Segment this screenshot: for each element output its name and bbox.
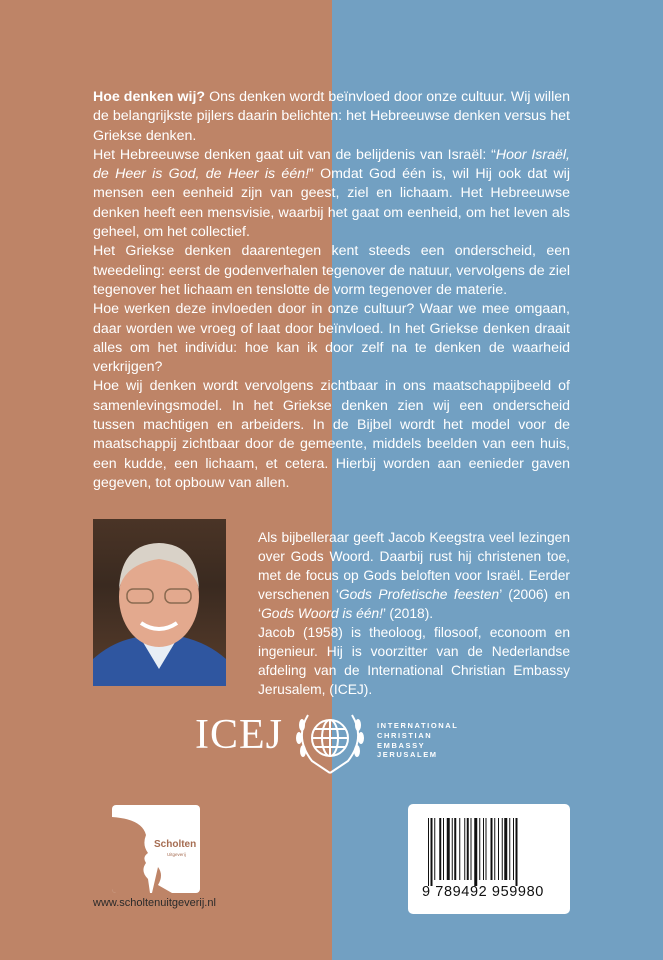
barcode-bar	[471, 818, 472, 880]
bio-paragraph-1	[258, 528, 570, 623]
barcode-bar	[431, 818, 433, 886]
icej-acronym: ICEJ	[195, 712, 283, 758]
bio-text: Als bijbelleraar geeft Jacob Keegstra veel lezingen over Gods Woord. Daarbij rust hij christenen toe, met de focus op Gods beloften voor Israël. Eerder verschenen ‘	[258, 530, 570, 602]
paragraph-5: Hoe wij denken wordt vervolgens zichtbaar in ons maatschappijbeeld of samenlevingsmodel. In het Griekse denken zien wij een onderscheid tussen machtigen en arbeiders. In de Bijbel wordt het model voor de maatschappij zichtbaar door de gemeente, middels beelden van een huis, een kudde, een lichaam, et cetera. Hierbij worden aan eenieder gaven gegeven, tot opbouw van allen.	[93, 378, 570, 491]
paragraph-text: Ons denken wordt beïnvloed door onze cultuur. Wij willen de belangrijkste pijlers daarin belichten: het Hebreeuwse denken versus het Griekse denken.	[93, 89, 570, 144]
publisher-subtitle: Uitgeverij	[167, 852, 186, 857]
barcode-bar	[504, 818, 507, 880]
barcode-bar	[439, 818, 441, 880]
barcode-bar	[513, 818, 514, 880]
paragraph-4: Hoe werken deze invloeden door in onze cultuur? Waar we mee omgaan, daar worden we vroeg of laat door beïnvloed. In het Griekse denken draait alles om het individu: hoe kan ik door zelf na te denken de waarheid verkrijgen?	[93, 301, 570, 376]
paragraph-2	[93, 146, 570, 242]
barcode-bar	[452, 818, 453, 880]
isbn-barcode	[408, 804, 570, 914]
paragraph-1	[93, 88, 570, 146]
blurb-heading: Hoe denken wij?	[93, 89, 206, 105]
barcode-bar	[498, 818, 499, 880]
book-title: Gods Profetische feesten	[338, 587, 500, 602]
isbn-number: 9 789492 959980	[422, 884, 544, 900]
barcode-bar	[434, 818, 435, 880]
barcode-bar	[479, 818, 480, 880]
globe-wreath-icon	[290, 705, 370, 775]
bio-text: ’ (2018).	[383, 606, 434, 621]
author-photo	[93, 519, 226, 686]
barcode-bar	[491, 818, 493, 880]
barcode-bar	[464, 818, 465, 880]
barcode-bar	[474, 818, 477, 886]
bio-text: ’ (2006) en ‘	[258, 587, 570, 621]
paragraph-3: Het Griekse denken daarentegen kent steeds een onderscheid, een tweedeling: eerst de godenverhalen tegenover de natuur, vervolgens de ziel tegenover het lichaam en tenslotte de vorm tegenover de materie.	[93, 243, 570, 298]
bio-paragraph-2: Jacob (1958) is theoloog, filosoof, econoom en ingenieur. Hij is voorzitter van de Nederlandse afdeling van de International Christian Embassy Jerusalem, (ICEJ).	[258, 625, 570, 697]
barcode-bar	[447, 818, 450, 880]
icej-line: CHRISTIAN	[377, 730, 433, 740]
barcode-bar	[443, 818, 444, 880]
icej-line: INTERNATIONAL	[377, 721, 459, 730]
barcode-bar	[467, 818, 469, 880]
blurb-text	[93, 88, 570, 493]
paragraph-text: ” Omdat God één is, wil Hij ook dat wij mensen een eenheid zijn van geest, ziel en lichaam. Het Hebreeuwse denken heeft een mensvisie, waarbij het gaat om eenheid, om het leven als geheel, om het collectief.	[93, 166, 570, 241]
icej-line: JERUSALEM	[377, 750, 438, 760]
barcode-bar	[494, 818, 495, 880]
barcode-bar	[509, 818, 510, 880]
barcode-bar	[483, 818, 484, 880]
icej-logo	[195, 705, 465, 775]
author-bio	[258, 528, 570, 699]
publisher-logo	[112, 805, 200, 893]
icej-full-name	[377, 721, 459, 760]
barcode-bar	[428, 818, 429, 886]
barcode-bar	[516, 818, 518, 886]
quote: Hoor Israël, de Heer is God, de Heer is één!	[93, 146, 571, 183]
paragraph-text: Het Hebreeuwse denken gaat uit van de belijdenis van Israël: “	[93, 146, 496, 163]
barcode-bar	[454, 818, 456, 880]
icej-line: EMBASSY	[377, 740, 426, 750]
publisher-name: Scholten	[154, 839, 197, 850]
barcode-bar	[502, 818, 503, 880]
barcode-bar	[459, 818, 460, 880]
publisher-url[interactable]: www.scholtenuitgeverij.nl	[93, 897, 216, 909]
book-title: Gods Woord is één!	[261, 606, 384, 621]
barcode-bars	[428, 818, 550, 886]
barcode-bar	[486, 818, 487, 880]
